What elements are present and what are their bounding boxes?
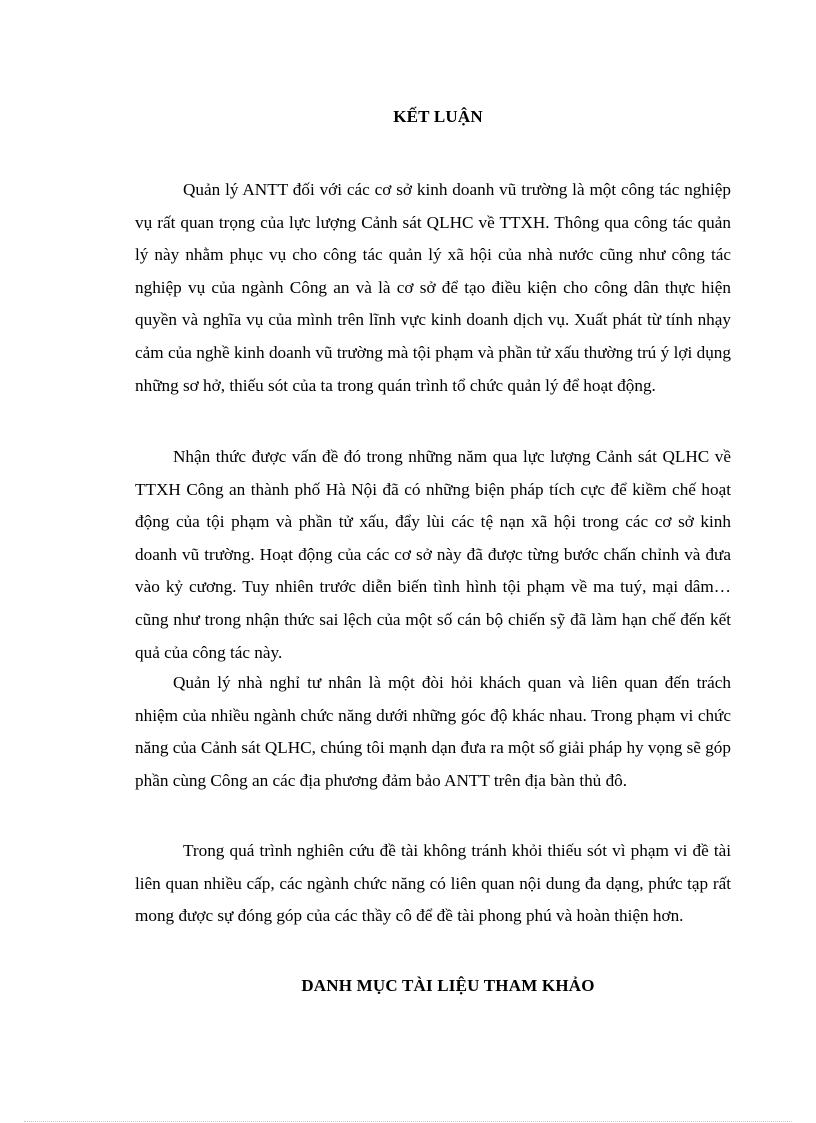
conclusion-heading: KẾT LUẬN <box>393 107 483 126</box>
paragraph-3: Quản lý nhà nghỉ tư nhân là một đòi hỏi khách quan và liên quan đến trách nhiệm của nhiều ngành chức năng dưới những góc độ khác nhau. Trong phạm vi chức năng của Cảnh sát QLHC, chúng tôi mạnh dạn đưa ra một số giải pháp hy vọng sẽ góp phần cùng Công an các địa phương đảm bảo ANTT trên địa bàn thủ đô. <box>135 673 731 790</box>
page-bottom-rule <box>24 1121 792 1122</box>
paragraph-1: Quản lý ANTT đối với các cơ sở kinh doanh vũ trường là một công tác nghiệp vụ rất quan trọng của lực lượng Cảnh sát QLHC về TTXH. Thông qua công tác quản lý này nhằm phục vụ cho công tác quản lý xã hội của nhà nước cũng như công tác nghiệp vụ của ngành Công an và là cơ sở để tạo điều kiện cho công dân thực hiện quyền và nghĩa vụ của mình trên lĩnh vực kinh doanh dịch vụ. Xuất phát từ tính nhạy cảm của nghề kinh doanh vũ trường mà tội phạm và phần tử xấu thường trú ý lợi dụng những sơ hở, thiếu sót của ta trong quán trình tổ chức quản lý để hoạt động. <box>135 180 731 395</box>
references-heading: DANH MỤC TÀI LIỆU THAM KHẢO <box>301 976 595 995</box>
paragraph-2: Nhận thức được vấn đề đó trong những năm qua lực lượng Cảnh sát QLHC về TTXH Công an thành phố Hà Nội đã có những biện pháp tích cực để kiềm chế hoạt động của tội phạm và phần tử xấu, đẩy lùi các tệ nạn xã hội trong các cơ sở kinh doanh vũ trường. Hoạt động của các cơ sở này đã được từng bước chấn chỉnh và đưa vào kỷ cương. Tuy nhiên trước diễn biến tình hình tội phạm về ma tuý, mại dâm… cũng như trong nhận thức sai lệch của một số cán bộ chiến sỹ đã làm hạn chế đến kết quả của công tác này. <box>135 447 731 662</box>
paragraph-4: Trong quá trình nghiên cứu đề tài không tránh khỏi thiếu sót vì phạm vi đề tài liên quan nhiều cấp, các ngành chức năng có liên quan nội dung đa dạng, phức tạp rất mong được sự đóng góp của các thầy cô để đề tài phong phú và hoàn thiện hơn. <box>135 841 731 926</box>
